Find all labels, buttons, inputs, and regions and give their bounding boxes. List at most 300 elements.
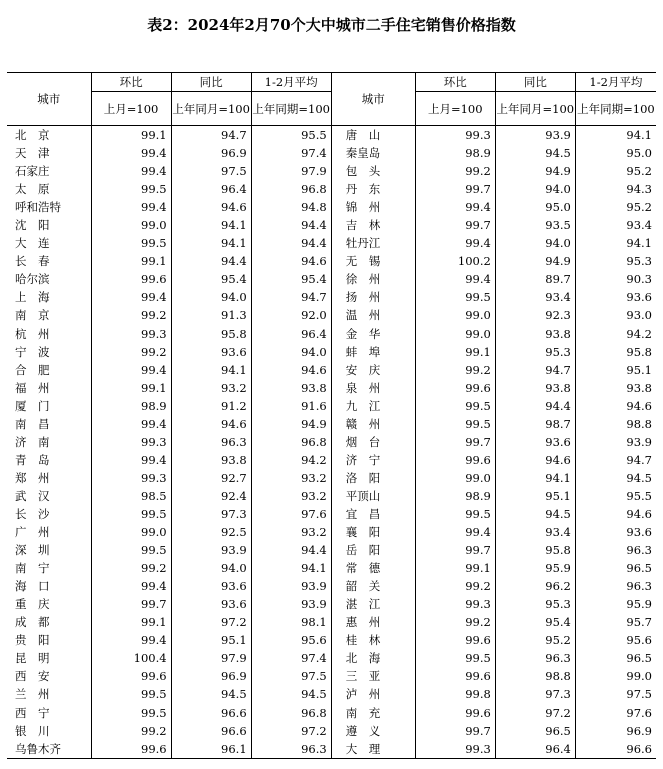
header-mom-base-right: 上月=100	[415, 92, 495, 126]
avg-cell: 95.4	[251, 270, 331, 288]
mom-cell: 99.4	[91, 451, 171, 469]
avg-cell: 96.8	[251, 704, 331, 722]
yoy-cell: 94.0	[495, 234, 575, 252]
header-mom-left: 环比	[91, 73, 171, 92]
city-cell: 惠 州	[331, 613, 415, 631]
avg-cell: 94.4	[251, 541, 331, 559]
table-row	[7, 649, 656, 667]
avg-cell: 93.9	[251, 595, 331, 613]
yoy-cell: 96.3	[495, 649, 575, 667]
mom-cell: 99.3	[91, 433, 171, 451]
table-row	[7, 288, 656, 306]
yoy-cell: 95.3	[495, 595, 575, 613]
city-cell: 济 宁	[331, 451, 415, 469]
city-cell: 牡丹江	[331, 234, 415, 252]
table-row	[7, 667, 656, 685]
yoy-cell: 94.7	[171, 126, 251, 145]
city-cell: 西 安	[15, 669, 50, 684]
avg-cell: 94.6	[251, 361, 331, 379]
yoy-cell: 92.5	[171, 523, 251, 541]
yoy-cell: 95.8	[495, 541, 575, 559]
avg-cell: 97.4	[251, 144, 331, 162]
avg-cell: 94.4	[251, 216, 331, 234]
avg-cell: 92.0	[251, 306, 331, 324]
mom-cell: 99.4	[415, 198, 495, 216]
yoy-cell: 97.2	[495, 704, 575, 722]
city-cell: 北 京	[15, 128, 50, 143]
city-cell: 大 理	[331, 740, 415, 759]
mom-cell: 98.9	[415, 487, 495, 505]
mom-cell: 99.7	[91, 595, 171, 613]
city-cell: 锦 州	[331, 198, 415, 216]
city-cell: 桂 林	[331, 631, 415, 649]
city-cell: 成 都	[15, 615, 50, 630]
yoy-cell: 94.1	[171, 361, 251, 379]
mom-cell: 99.1	[415, 559, 495, 577]
mom-cell: 99.6	[91, 740, 171, 759]
avg-cell: 94.6	[251, 252, 331, 270]
header-yoy-left: 同比	[171, 73, 251, 92]
table-row	[7, 451, 656, 469]
table-row	[7, 505, 656, 523]
avg-cell: 93.0	[575, 306, 656, 324]
avg-cell: 97.9	[251, 162, 331, 180]
yoy-cell: 95.1	[495, 487, 575, 505]
mom-cell: 99.7	[415, 180, 495, 198]
table-row	[7, 704, 656, 722]
yoy-cell: 93.8	[495, 379, 575, 397]
yoy-cell: 94.7	[495, 361, 575, 379]
table-row	[7, 216, 656, 234]
mom-cell: 99.5	[91, 505, 171, 523]
yoy-cell: 95.9	[495, 559, 575, 577]
yoy-cell: 93.9	[495, 126, 575, 145]
mom-cell: 99.2	[91, 722, 171, 740]
mom-cell: 99.4	[91, 631, 171, 649]
avg-cell: 96.9	[575, 722, 656, 740]
avg-cell: 93.2	[251, 523, 331, 541]
mom-cell: 99.3	[91, 469, 171, 487]
mom-cell: 99.6	[415, 704, 495, 722]
mom-cell: 99.6	[91, 667, 171, 685]
avg-cell: 97.4	[251, 649, 331, 667]
yoy-cell: 96.4	[495, 740, 575, 759]
table-row	[7, 397, 656, 415]
yoy-cell: 94.0	[171, 288, 251, 306]
city-cell: 韶 关	[331, 577, 415, 595]
city-cell: 遵 义	[331, 722, 415, 740]
table-row	[7, 270, 656, 288]
city-cell: 厦 门	[15, 398, 50, 413]
table-row	[7, 469, 656, 487]
city-cell: 南 宁	[15, 561, 50, 576]
avg-cell: 93.2	[251, 487, 331, 505]
table-row	[7, 379, 656, 397]
mom-cell: 99.3	[415, 595, 495, 613]
mom-cell: 99.1	[91, 252, 171, 270]
table-row	[7, 559, 656, 577]
mom-cell: 99.0	[415, 469, 495, 487]
city-cell: 北 海	[331, 649, 415, 667]
mom-cell: 99.2	[91, 559, 171, 577]
table-row	[7, 685, 656, 703]
yoy-cell: 93.8	[495, 325, 575, 343]
avg-cell: 93.9	[575, 433, 656, 451]
header-city-right: 城市	[331, 73, 415, 126]
mom-cell: 99.4	[415, 270, 495, 288]
yoy-cell: 97.2	[171, 613, 251, 631]
yoy-cell: 92.7	[171, 469, 251, 487]
avg-cell: 98.8	[575, 415, 656, 433]
yoy-cell: 96.9	[171, 144, 251, 162]
table-row	[7, 595, 656, 613]
header-avg-left: 1-2月平均	[251, 73, 331, 92]
avg-cell: 95.5	[575, 487, 656, 505]
mom-cell: 99.1	[91, 613, 171, 631]
table-row	[7, 577, 656, 595]
avg-cell: 93.2	[251, 469, 331, 487]
mom-cell: 99.3	[415, 126, 495, 145]
mom-cell: 100.2	[415, 252, 495, 270]
table-row	[7, 415, 656, 433]
mom-cell: 100.4	[91, 649, 171, 667]
yoy-cell: 94.6	[171, 415, 251, 433]
avg-cell: 93.4	[575, 216, 656, 234]
yoy-cell: 96.1	[171, 740, 251, 759]
avg-cell: 94.1	[575, 126, 656, 145]
city-cell: 南 昌	[15, 416, 50, 431]
mom-cell: 99.6	[415, 667, 495, 685]
yoy-cell: 94.1	[171, 216, 251, 234]
avg-cell: 98.1	[251, 613, 331, 631]
mom-cell: 99.4	[91, 361, 171, 379]
mom-cell: 99.4	[91, 198, 171, 216]
mom-cell: 99.5	[91, 541, 171, 559]
mom-cell: 99.4	[91, 415, 171, 433]
price-index-table	[7, 72, 656, 759]
mom-cell: 99.2	[415, 162, 495, 180]
yoy-cell: 98.8	[495, 667, 575, 685]
mom-cell: 99.2	[415, 613, 495, 631]
avg-cell: 97.6	[251, 505, 331, 523]
avg-cell: 95.7	[575, 613, 656, 631]
yoy-cell: 93.5	[495, 216, 575, 234]
table-row	[7, 361, 656, 379]
city-cell: 安 庆	[331, 361, 415, 379]
header-mom-base-left: 上月=100	[91, 92, 171, 126]
table-row	[7, 198, 656, 216]
mom-cell: 99.5	[415, 505, 495, 523]
city-cell: 西 宁	[15, 705, 50, 720]
avg-cell: 97.6	[575, 704, 656, 722]
mom-cell: 99.3	[91, 325, 171, 343]
mom-cell: 99.6	[91, 270, 171, 288]
table-row	[7, 541, 656, 559]
yoy-cell: 94.6	[171, 198, 251, 216]
avg-cell: 95.1	[575, 361, 656, 379]
avg-cell: 94.2	[575, 325, 656, 343]
city-cell: 郑 州	[15, 470, 50, 485]
city-cell: 扬 州	[331, 288, 415, 306]
mom-cell: 98.5	[91, 487, 171, 505]
yoy-cell: 94.5	[495, 144, 575, 162]
avg-cell: 93.8	[251, 379, 331, 397]
mom-cell: 99.4	[91, 577, 171, 595]
mom-cell: 99.8	[415, 685, 495, 703]
yoy-cell: 91.2	[171, 397, 251, 415]
city-cell: 长 沙	[15, 507, 50, 521]
header-yoy-base-right: 上年同月=100	[495, 92, 575, 126]
yoy-cell: 92.3	[495, 306, 575, 324]
city-cell: 大 连	[15, 236, 50, 251]
city-cell: 岳 阳	[331, 541, 415, 559]
city-cell: 平顶山	[331, 487, 415, 505]
avg-cell: 96.3	[575, 577, 656, 595]
yoy-cell: 93.6	[171, 595, 251, 613]
table-row	[7, 126, 656, 145]
city-cell: 广 州	[15, 525, 50, 540]
city-cell: 昆 明	[15, 651, 50, 666]
avg-cell: 95.5	[251, 126, 331, 145]
city-cell: 重 庆	[15, 597, 50, 612]
avg-cell: 93.8	[575, 379, 656, 397]
yoy-cell: 94.5	[171, 685, 251, 703]
yoy-cell: 96.6	[171, 704, 251, 722]
city-cell: 海 口	[15, 579, 50, 594]
city-cell: 洛 阳	[331, 469, 415, 487]
yoy-cell: 96.2	[495, 577, 575, 595]
table-title: 表2：2024年2月70个大中城市二手住宅销售价格指数	[147, 16, 516, 34]
city-cell: 济 南	[15, 434, 50, 449]
yoy-cell: 93.2	[171, 379, 251, 397]
mom-cell: 99.4	[415, 234, 495, 252]
yoy-cell: 89.7	[495, 270, 575, 288]
yoy-cell: 95.8	[171, 325, 251, 343]
avg-cell: 94.8	[251, 198, 331, 216]
yoy-cell: 93.4	[495, 288, 575, 306]
avg-cell: 95.6	[251, 631, 331, 649]
mom-cell: 99.7	[415, 722, 495, 740]
avg-cell: 94.7	[251, 288, 331, 306]
city-cell: 秦皇岛	[331, 144, 415, 162]
avg-cell: 94.5	[575, 469, 656, 487]
city-cell: 包 头	[331, 162, 415, 180]
yoy-cell: 94.0	[171, 559, 251, 577]
mom-cell: 99.0	[91, 216, 171, 234]
yoy-cell: 96.4	[171, 180, 251, 198]
mom-cell: 99.0	[91, 523, 171, 541]
city-cell: 石家庄	[15, 164, 50, 179]
table-header	[7, 73, 656, 126]
yoy-cell: 91.3	[171, 306, 251, 324]
yoy-cell: 96.3	[171, 433, 251, 451]
avg-cell: 94.6	[575, 397, 656, 415]
avg-cell: 95.2	[575, 198, 656, 216]
city-cell: 九 江	[331, 397, 415, 415]
city-cell: 兰 州	[15, 687, 50, 702]
city-cell: 徐 州	[331, 270, 415, 288]
avg-cell: 96.3	[575, 541, 656, 559]
header-yoy-right: 同比	[495, 73, 575, 92]
avg-cell: 94.1	[575, 234, 656, 252]
mom-cell: 99.2	[415, 577, 495, 595]
avg-cell: 93.9	[251, 577, 331, 595]
table-row	[7, 144, 656, 162]
table-row	[7, 433, 656, 451]
mom-cell: 99.4	[91, 162, 171, 180]
avg-cell: 97.5	[575, 685, 656, 703]
mom-cell: 99.6	[415, 631, 495, 649]
yoy-cell: 92.4	[171, 487, 251, 505]
yoy-cell: 94.5	[495, 505, 575, 523]
yoy-cell: 94.6	[495, 451, 575, 469]
mom-cell: 99.5	[415, 288, 495, 306]
mom-cell: 98.9	[91, 397, 171, 415]
header-avg-base-left: 上年同期=100	[251, 92, 331, 126]
yoy-cell: 96.6	[171, 722, 251, 740]
city-cell: 丹 东	[331, 180, 415, 198]
mom-cell: 99.5	[91, 180, 171, 198]
header-avg-base-right: 上年同期=100	[575, 92, 656, 126]
table-row	[7, 523, 656, 541]
city-cell: 上 海	[15, 290, 50, 305]
yoy-cell: 95.2	[495, 631, 575, 649]
table-row	[7, 631, 656, 649]
yoy-cell: 97.3	[495, 685, 575, 703]
table-row	[7, 613, 656, 631]
city-cell: 青 岛	[15, 452, 50, 467]
mom-cell: 99.1	[91, 126, 171, 145]
city-cell: 吉 林	[331, 216, 415, 234]
avg-cell: 95.2	[575, 162, 656, 180]
avg-cell: 94.4	[251, 234, 331, 252]
mom-cell: 99.1	[91, 379, 171, 397]
yoy-cell: 94.4	[171, 252, 251, 270]
yoy-cell: 93.9	[171, 541, 251, 559]
avg-cell: 95.3	[575, 252, 656, 270]
city-cell: 泉 州	[331, 379, 415, 397]
city-cell: 烟 台	[331, 433, 415, 451]
mom-cell: 99.5	[91, 234, 171, 252]
city-cell: 南 充	[331, 704, 415, 722]
avg-cell: 94.1	[251, 559, 331, 577]
avg-cell: 96.5	[575, 559, 656, 577]
mom-cell: 99.7	[415, 541, 495, 559]
city-cell: 深 圳	[15, 543, 50, 558]
yoy-cell: 96.5	[495, 722, 575, 740]
yoy-cell: 95.0	[495, 198, 575, 216]
mom-cell: 99.5	[415, 649, 495, 667]
mom-cell: 99.6	[415, 379, 495, 397]
yoy-cell: 96.9	[171, 667, 251, 685]
yoy-cell: 94.1	[495, 469, 575, 487]
avg-cell: 97.5	[251, 667, 331, 685]
city-cell: 无 锡	[331, 252, 415, 270]
avg-cell: 94.0	[251, 343, 331, 361]
city-cell: 长 春	[15, 254, 50, 269]
mom-cell: 99.2	[91, 343, 171, 361]
yoy-cell: 94.4	[495, 397, 575, 415]
header-yoy-base-left: 上年同月=100	[171, 92, 251, 126]
yoy-cell: 97.3	[171, 505, 251, 523]
avg-cell: 96.8	[251, 433, 331, 451]
city-cell: 赣 州	[331, 415, 415, 433]
city-cell: 湛 江	[331, 595, 415, 613]
avg-cell: 95.8	[575, 343, 656, 361]
yoy-cell: 95.1	[171, 631, 251, 649]
table-row	[7, 325, 656, 343]
yoy-cell: 94.1	[171, 234, 251, 252]
table-row	[7, 487, 656, 505]
yoy-cell: 94.0	[495, 180, 575, 198]
table-body	[7, 126, 656, 759]
mom-cell: 99.2	[415, 361, 495, 379]
avg-cell: 90.3	[575, 270, 656, 288]
city-cell: 杭 州	[15, 326, 50, 341]
mom-cell: 99.4	[91, 144, 171, 162]
city-cell: 福 州	[15, 380, 50, 395]
yoy-cell: 93.6	[171, 577, 251, 595]
yoy-cell: 94.9	[495, 252, 575, 270]
city-cell: 哈尔滨	[15, 272, 50, 287]
yoy-cell: 95.4	[495, 613, 575, 631]
mom-cell: 99.2	[91, 306, 171, 324]
avg-cell: 95.9	[575, 595, 656, 613]
avg-cell: 94.5	[251, 685, 331, 703]
city-cell: 金 华	[331, 325, 415, 343]
yoy-cell: 97.5	[171, 162, 251, 180]
mom-cell: 99.4	[91, 288, 171, 306]
mom-cell: 99.0	[415, 306, 495, 324]
yoy-cell: 93.6	[495, 433, 575, 451]
mom-cell: 99.5	[91, 685, 171, 703]
city-cell: 太 原	[15, 182, 50, 197]
city-cell: 乌鲁木齐	[15, 741, 61, 756]
avg-cell: 94.3	[575, 180, 656, 198]
avg-cell: 95.6	[575, 631, 656, 649]
city-cell: 合 肥	[15, 362, 50, 377]
city-cell: 宁 波	[15, 344, 50, 359]
city-cell: 襄 阳	[331, 523, 415, 541]
city-cell: 温 州	[331, 306, 415, 324]
avg-cell: 96.5	[575, 649, 656, 667]
yoy-cell: 93.4	[495, 523, 575, 541]
avg-cell: 95.0	[575, 144, 656, 162]
mom-cell: 99.5	[415, 397, 495, 415]
avg-cell: 91.6	[251, 397, 331, 415]
yoy-cell: 98.7	[495, 415, 575, 433]
mom-cell: 99.5	[91, 704, 171, 722]
city-cell: 宜 昌	[331, 505, 415, 523]
mom-cell: 99.7	[415, 433, 495, 451]
table-row	[7, 343, 656, 361]
avg-cell: 94.6	[575, 505, 656, 523]
table-row	[7, 180, 656, 198]
city-cell: 三 亚	[331, 667, 415, 685]
table-row	[7, 252, 656, 270]
mom-cell: 99.3	[415, 740, 495, 759]
avg-cell: 93.6	[575, 523, 656, 541]
city-cell: 常 德	[331, 559, 415, 577]
avg-cell: 94.9	[251, 415, 331, 433]
table-row	[7, 722, 656, 740]
city-cell: 贵 阳	[15, 633, 50, 648]
yoy-cell: 95.3	[495, 343, 575, 361]
header-city-left: 城市	[7, 73, 91, 126]
city-cell: 唐 山	[331, 126, 415, 145]
city-cell: 银 川	[15, 723, 50, 738]
city-cell: 泸 州	[331, 685, 415, 703]
